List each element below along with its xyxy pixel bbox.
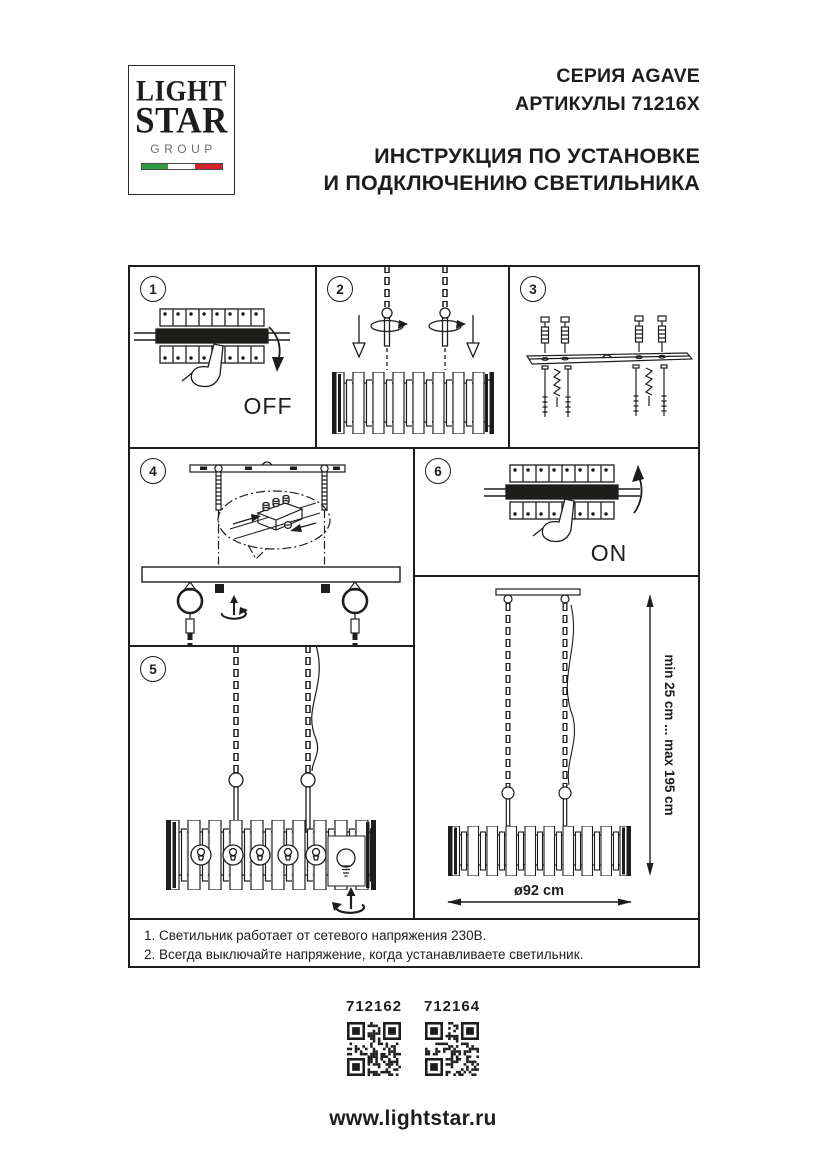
instruction-title-line2: И ПОДКЛЮЧЕНИЮ СВЕТИЛЬНИКА — [323, 171, 700, 195]
series-title: СЕРИЯ AGAVE — [556, 65, 700, 87]
header — [324, 62, 700, 197]
qr-item — [346, 998, 402, 1076]
logo-word-star: STAR — [135, 100, 228, 141]
off-label: OFF — [243, 393, 293, 419]
note-line-1: 1. Светильник работает от сетевого напряжения 230В. — [144, 928, 487, 943]
step-number-badge: 3 — [520, 276, 546, 302]
dimensions-illustration — [415, 577, 698, 918]
qr-item — [424, 998, 480, 1076]
step-number-badge: 2 — [327, 276, 353, 302]
step-number-badge: 4 — [140, 458, 166, 484]
diameter-label: ø92 cm — [514, 883, 564, 899]
breaker-on-illustration — [415, 449, 698, 575]
notes-box — [130, 920, 698, 966]
panel-step-2 — [317, 267, 508, 447]
step-number-badge: 6 — [425, 458, 451, 484]
panel-step-6 — [415, 449, 698, 575]
articles-title: АРТИКУЛЫ 71216X — [515, 93, 700, 115]
on-label: ON — [590, 540, 628, 566]
article-number: 712164 — [424, 998, 481, 1015]
height-range-label: min 25 cm ... max 195 cm — [662, 654, 677, 816]
instruction-title-line1: ИНСТРУКЦИЯ ПО УСТАНОВКЕ — [374, 144, 700, 168]
panel-dimensions — [415, 577, 698, 918]
qr-section — [0, 998, 826, 1076]
lightstar-logo — [128, 65, 235, 195]
note-line-2: 2. Всегда выключайте напряжение, когда устанавливаете светильник. — [144, 947, 584, 962]
bulb-install-illustration — [130, 647, 413, 918]
panel-step-5 — [130, 647, 413, 918]
panel-step-4 — [130, 449, 413, 645]
panel-step-1 — [130, 267, 315, 447]
website-url: www.lightstar.ru — [329, 1107, 497, 1130]
italian-flag-bar — [141, 163, 223, 170]
logo-word-light: LIGHT — [135, 74, 228, 108]
step-number-badge: 1 — [140, 276, 166, 302]
step-number-badge: 5 — [140, 656, 166, 682]
wiring-illustration — [130, 449, 413, 645]
qr-code — [347, 1022, 401, 1076]
logo-word-group: GROUP — [150, 142, 217, 156]
panel-step-3 — [510, 267, 698, 447]
article-number: 712162 — [346, 998, 403, 1015]
steps-grid — [128, 265, 700, 968]
qr-code — [425, 1022, 479, 1076]
